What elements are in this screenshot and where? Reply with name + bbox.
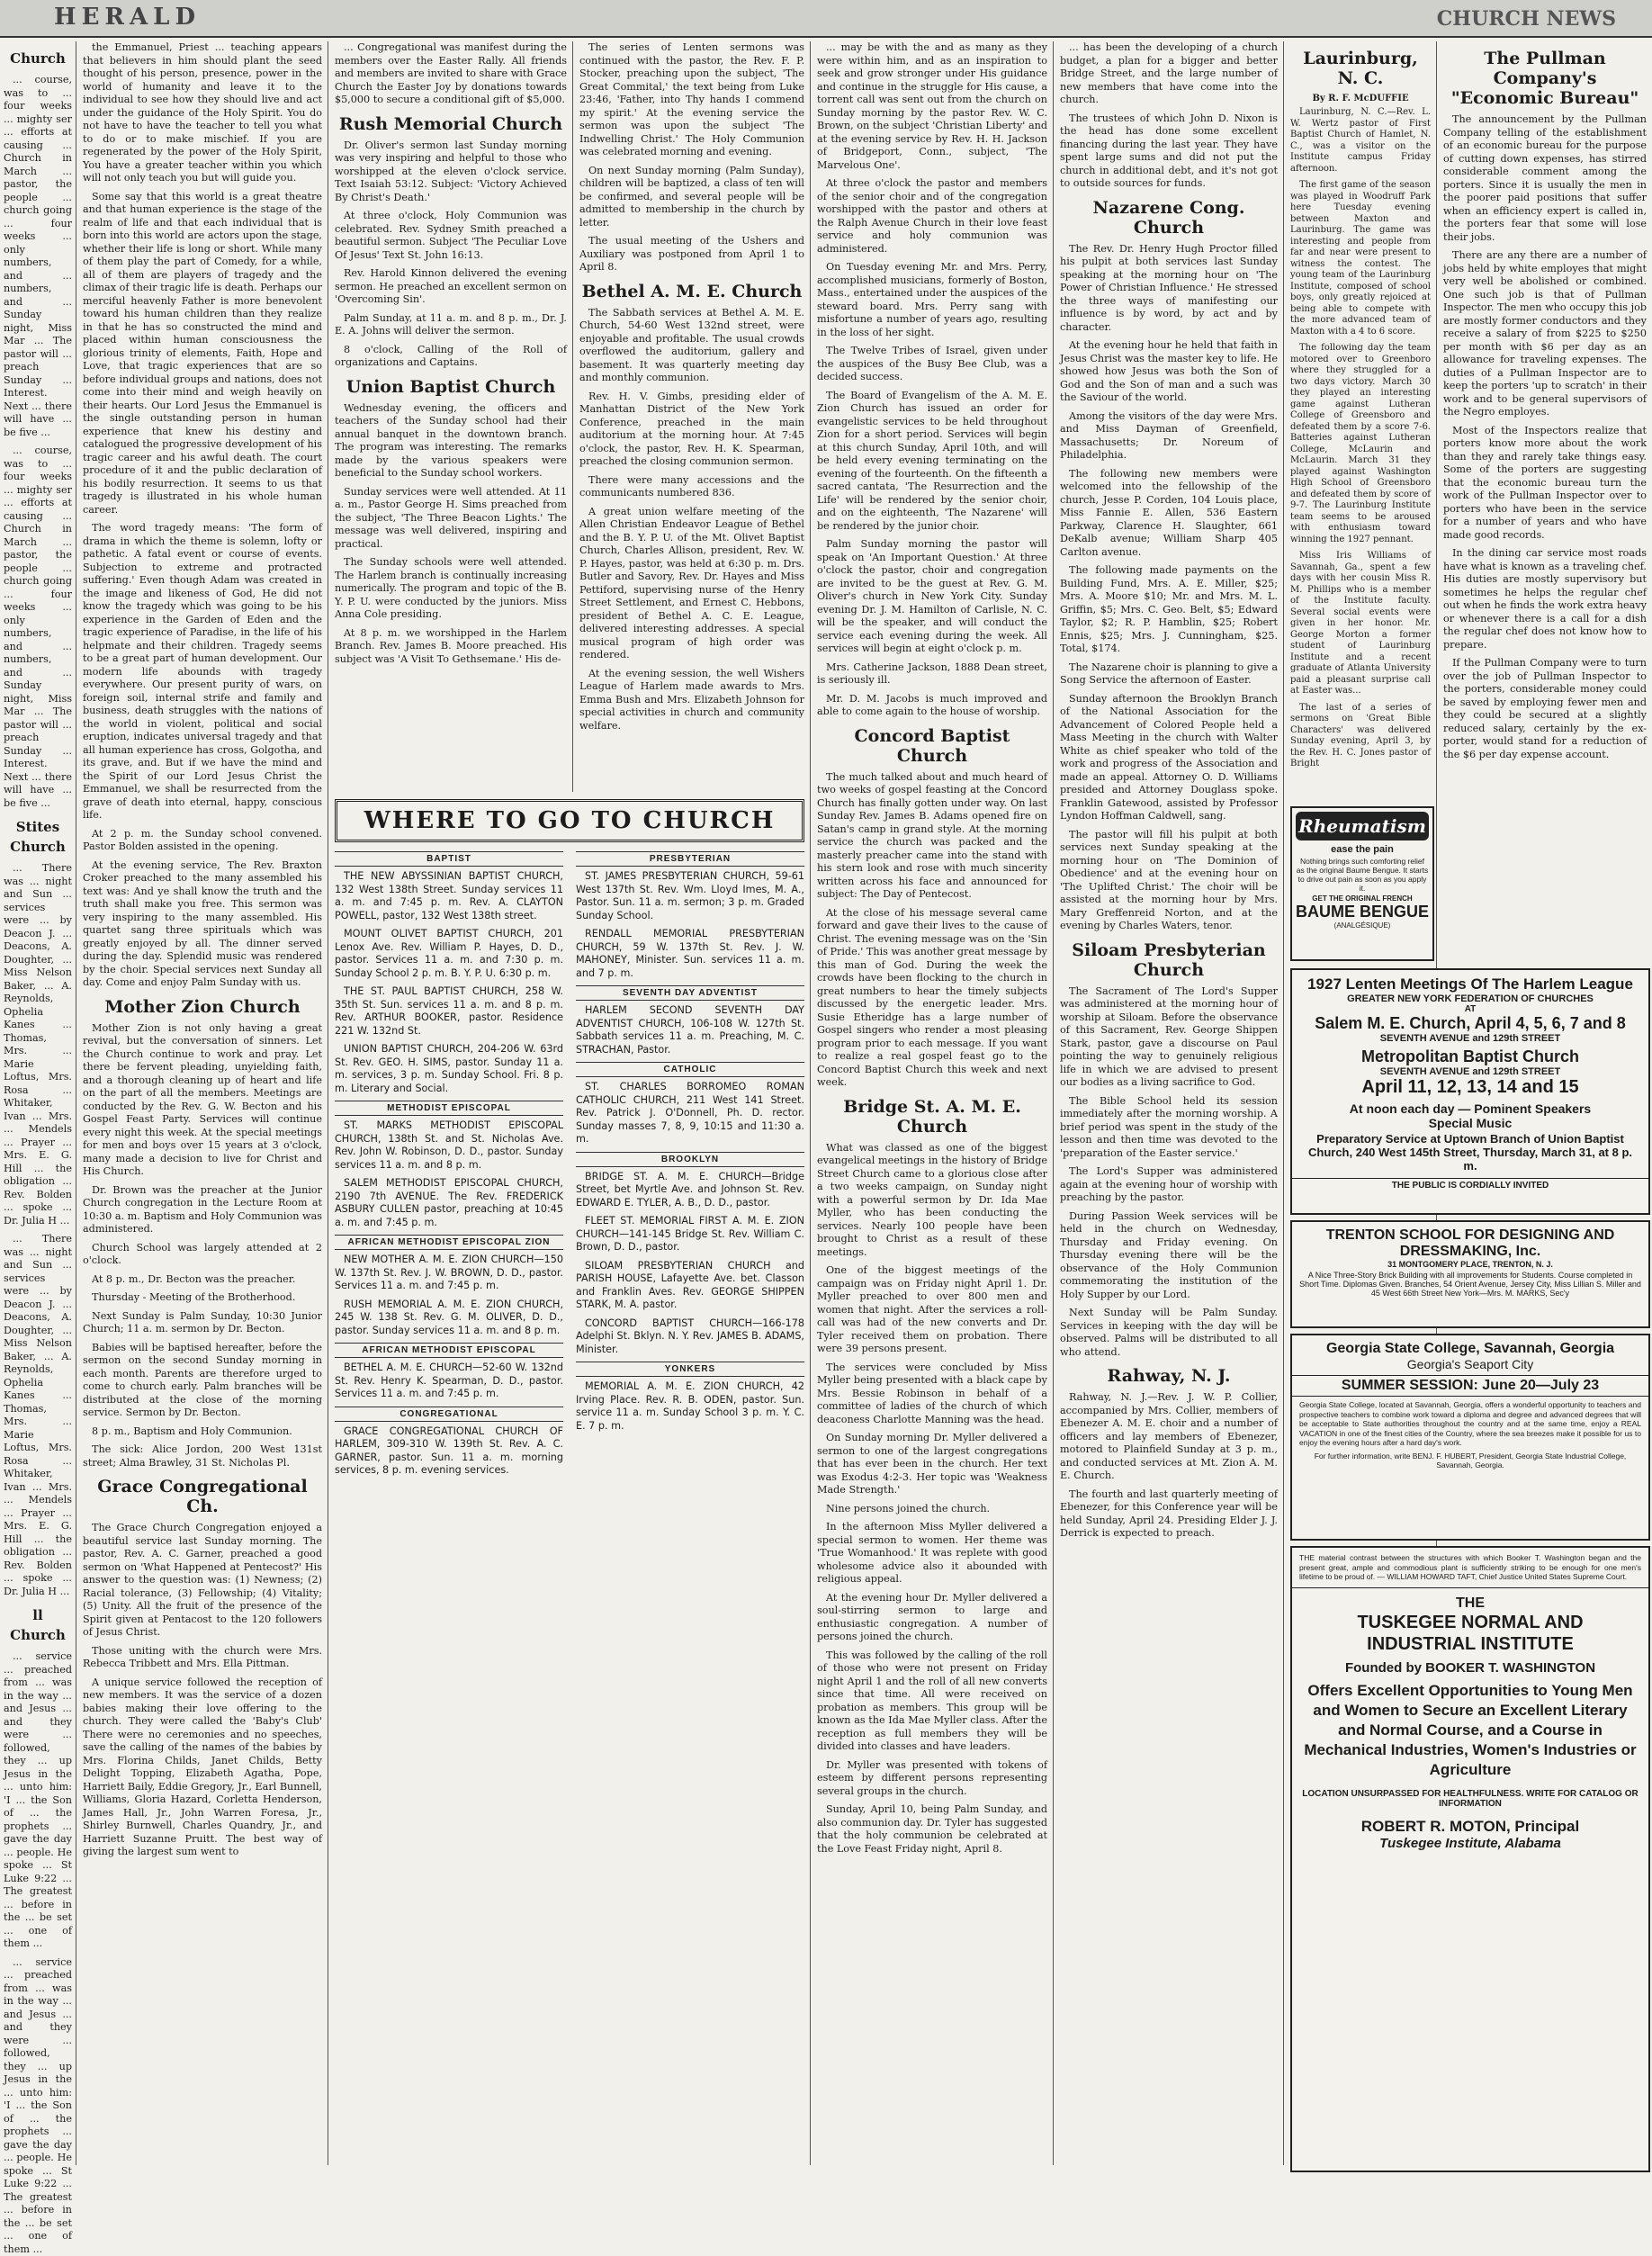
ad-church-2-address: SEVENTH AVENUE and 129th STREET	[1292, 1066, 1648, 1077]
column-7	[1290, 41, 1431, 833]
directory-entry: BETHEL A. M. E. CHURCH—52-60 W. 132nd St. Rev. Henry K. Spearman, D. D., pastor. Services 11 a. m. and 7:45 p. m.	[335, 1362, 563, 1401]
directory-entry: ST. JAMES PRESBYTERIAN CHURCH, 59-61 West 137th St. Rev. Wm. Lloyd Imes, M. A., Pastor. Sun. 11 a. m. sermon; 3 p. m. Graded Sunday School.	[576, 870, 804, 922]
column-rule	[810, 41, 811, 2165]
article-paragraph: The Sacrament of The Lord's Supper was administered at the morning hour of worship at Siloam. Before the observance of this Sacrament, Rev. George Shippen Stark, pastor, gave a discourse on Paul pointing the way to genuinely religious life in which we are advised to present our bodies as a living sacrifice to God.	[1060, 985, 1278, 1090]
article-paragraph: ... service ... preached from ... was in the way ... and Jesus ... and they were ... followed, they ... up Jesus in the ... unto him: 'I ... the Son of ... the prophets ... gave the day ... people. He spoke ... St Luke 9:22 ... The greatest ... before in the ... be set ... one of them ...	[4, 1956, 72, 2256]
article-heading: Union Baptist Church	[335, 377, 567, 397]
article-paragraph: The Grace Church Congregation enjoyed a beautiful service last Sunday morning. The pastor, Rev. A. C. Garner, preached a good sermon on 'What Happened at Pentecost?' His answer to the question was: (1) Newness; (2) Racial tolerance, (3) Fellowship; (4) Vitality; (5) Unity. All the fruit of the presence of the Spirit given at Pentacost to the 120 followers of Jesus Christ.	[83, 1522, 322, 1640]
ad-church-2: Metropolitan Baptist Church	[1292, 1047, 1648, 1066]
masthead-left: HERALD	[54, 4, 201, 31]
column-8	[1443, 41, 1647, 995]
article-paragraph: Nine persons joined the church.	[817, 1503, 1047, 1516]
byline: By R. F. McDUFFIE	[1290, 94, 1431, 103]
ad-preparatory: Preparatory Service at Uptown Branch of Union Baptist Church, 240 West 145th Street, Thursday, March 31, at 8 p. m.	[1292, 1130, 1648, 1174]
article-paragraph: At the evening hour he held that faith in Jesus Christ was the master key to life. He showed how Jesus was both the Son of God and the Son of man and a such was the Saviour of the world.	[1060, 339, 1278, 405]
directory-entry: MOUNT OLIVET BAPTIST CHURCH, 201 Lenox Ave. Rev. William P. Hayes, D. D., pastor. Services 11 a. m. and 7:30 p. m. Sunday School 2 p. m. B. Y. P. U. 6:30 p. m.	[335, 928, 563, 980]
directory-section: CONGREGATIONAL	[335, 1407, 563, 1422]
ad-music: Special Music	[1292, 1116, 1648, 1130]
article-paragraph: The Sunday schools were well attended. The Harlem branch is continually increasing numerically. The program and topic of the B. Y. P. U. were conducted by the juniors. Miss Anna Cole presiding.	[335, 556, 567, 622]
directory-left-column	[335, 846, 563, 1483]
article-paragraph: 8 p. m., Baptism and Holy Communion.	[83, 1425, 322, 1439]
directory-section: AFRICAN METHODIST EPISCOPAL	[335, 1343, 563, 1358]
directory-section: BAPTIST	[335, 851, 563, 867]
article-heading: Mother Zion Church	[83, 997, 322, 1017]
article-paragraph: Mother Zion is not only having a great revival, but the conversation of sinners. Let the Church continue to work and pray. Let there be fervent pleading, unyielding faith, and a thorough cleaning up of heart and life on the part of all the members. Meetings are conducted by the Rev. G. W. Becton and his Gospel Feast Party. Services will continue every night this week. At the special meetings for men and boys over 15 years at 3 o'clock, many made a decision to live for Christ and His Church.	[83, 1022, 322, 1179]
directory-section: BROOKLYN	[576, 1152, 804, 1167]
article-paragraph: ... There was ... night and Sun ... services were ... by Deacon J. ... Deacons, A. Doughter, ... Miss Nelson Baker, ... A. Reynolds, Ophelia Kanes ... Thomas, Mrs. ... Marie Loftus, Mrs. Rosa ... Whitaker, Ivan ... Mrs. ... Mendels ... Prayer ... Mrs. E. G. Hill ... the obligation ... Rev. Bolden ... spoke ... Dr. Julia H ...	[4, 862, 72, 1227]
lenten-meetings-ad	[1290, 968, 1650, 1215]
article-paragraph: Sunday afternoon the Brooklyn Branch of the National Association for the Advancement of Colored People held a Mass Meeting in the church with Walter White as chief speaker who told of the work and progress of the Association and made an appeal. Attorney O. D. Williams presided and Attorney Douglass spoke. Franklin Gatewood, assisted by Professor Lyndon Hoffman Caldwell, sang.	[1060, 693, 1278, 823]
directory-entry: FLEET ST. MEMORIAL FIRST A. M. E. ZION CHURCH—141-145 Bridge St. Rev. William C. Brown, D. D., pastor.	[576, 1215, 804, 1254]
article-paragraph: 8 o'clock, Calling of the Roll of organizations and Captains.	[335, 344, 567, 370]
article-paragraph: The sick: Alice Jordon, 200 West 131st street; Alma Brawley, 31 St. Nicholas Pl.	[83, 1443, 322, 1470]
article-paragraph: At the evening session, the well Wishers League of Harlem made awards to Mrs. Emma Bush and Mrs. Elizabeth Johnson for special activities in church and community welfare.	[579, 668, 804, 733]
article-paragraph: The announcement by the Pullman Company telling of the establishment of an economic bureau for the purpose of cutting down expenses, has stirred considerable comment among the porters. Since it is usually the men in the poorer paid positions that suffer when an efficiency expert is called in, the porters fear that some will lose their jobs.	[1443, 113, 1647, 244]
ad-tagline: ease the pain	[1292, 844, 1432, 855]
article-paragraph: The Sabbath services at Bethel A. M. E. Church, 54-60 West 132nd street, were enjoyable and profitable. The usual crowds overflowed the auditorium, gallery and basement. It was quarterly meeting day and monthly communion.	[579, 307, 804, 385]
article-paragraph: ... course, was to ... four weeks ... mighty ser ... efforts at causing ... Church in March ... pastor, the people ... church going ... four weeks ... only numbers, and ... numbers, and ... Sunday night, Miss Mar ... The pastor will ... preach Sunday ... Interest. Next ... there will have ... be five ...	[4, 445, 72, 810]
article-paragraph: During Passion Week services will be held in the church on Wednesday, Thursday and Friday evening. On Thursday evening there will be the observance of the Holy Communion commemorating the institution of the Holy Supper by our Lord.	[1060, 1210, 1278, 1302]
article-paragraph: In the afternoon Miss Myller delivered a special sermon to women. Her theme was 'True Womanhood.' It was replete with good wholesome advice also it abounded with religious appeal.	[817, 1521, 1047, 1586]
article-paragraph: At three o'clock the pastor and members of the senior choir and of the congregation worshipped with the pastor and others at the Ralph Avenue Church in their love feast service and holy communion was administered.	[817, 177, 1047, 256]
article-paragraph: Those uniting with the church were Mrs. Rebecca Tribbett and Mrs. Ella Pittman.	[83, 1645, 322, 1671]
directory-section: SEVENTH DAY ADVENTIST	[576, 985, 804, 1001]
article-paragraph: Church School was largely attended at 2 o'clock.	[83, 1242, 322, 1268]
ad-offer: Offers Excellent Opportunities to Young Men and Women to Secure an Excellent Literary and Normal Course, and a Course in Mechanical Industries, Women's Industries or Agriculture	[1292, 1676, 1648, 1785]
article-paragraph: The Lord's Supper was administered again at the evening hour of worship with preaching by the pastor.	[1060, 1165, 1278, 1205]
column-1	[4, 41, 72, 2165]
directory-entry: CONCORD BAPTIST CHURCH—166-178 Adelphi St. Bklyn. N. Y. Rev. JAMES B. ADAMS, Minister.	[576, 1317, 804, 1357]
article-heading: Laurinburg, N. C.	[1290, 49, 1431, 88]
masthead-right: CHURCH NEWS	[1437, 7, 1616, 31]
article-paragraph: Sunday services were well attended. At 11 a. m., Pastor George H. Sims preached from the subject, 'The Three Beacon Lights.' The message was well delivered, inspiring and practical.	[335, 486, 567, 552]
masthead	[0, 0, 1652, 38]
ad-public: THE PUBLIC IS CORDIALLY INVITED	[1292, 1178, 1648, 1191]
article-paragraph: Some say that this world is a great theatre and that human experience is the stage of the realm of life and that each individual that is born into this world are actors upon the stage, whether their life is long or short. While many of them play the part of Comedy, for a while, all of them are players of tragedy and the climax of their tragic life is death. Perhaps our merciful heavenly Father is more benevolent toward his human children than they realize in that he has so constructed the mind and placed within human consciousness the glorious trinity of elements, Faith, Hope and Love, that tragic experiences that are so before individual groups and nations, does not come into their mind and weigh heavily on their hearts. Our Lord Jesus the Emmanuel is the single outstanding person in human experience that knew his destiny and catalogued the progressive development of his tragic career and his awful death. The court procedure of it and the public declaration of his bodily resurrection. It seems to us that tragedy is illustrated in his whole human career.	[83, 191, 322, 517]
article-paragraph: At the evening hour Dr. Myller delivered a soul-stirring sermon to large and enthusiastic congregation. A number of persons joined the church.	[817, 1592, 1047, 1644]
ad-address: 31 MONTGOMERY PLACE, TRENTON, N. J.	[1292, 1260, 1648, 1269]
directory-section: PRESBYTERIAN	[576, 851, 804, 867]
directory-entry: SALEM METHODIST EPISCOPAL CHURCH, 2190 7th AVENUE. The Rev. FREDERICK ASBURY CULLEN pastor, preaching at 10:45 a. m. and 7:45 p. m.	[335, 1177, 563, 1229]
article-paragraph: Dr. Brown was the preacher at the Junior Church congregation in the Lecture Room at 10:30 a. m. Baptism and Holy Communion was administered.	[83, 1184, 322, 1236]
article-paragraph: This was followed by the calling of the roll of those who were not present on Friday night April 1 and the roll of all new converts since that time. All were received on probation as members. This group will be known as the Ida Mae Myller class. After the reception as full members they will be divided into classes and have leaders.	[817, 1649, 1047, 1754]
article-heading: Rahway, N. J.	[1060, 1366, 1278, 1386]
ad-body: Georgia State College, located at Savannah, Georgia, offers a wonderful opportunity to teachers and prospective teachers to combine work toward a diploma and degree and advanced degrees that will be acceptable to State authorities throughout the country and at the same time, enjoy a REAL VACATION in one of the finest cities of the Country, where the sea breezes make it possible for us to enjoy the evening hours after a hard day's work.	[1292, 1400, 1648, 1448]
article-paragraph: On Tuesday evening Mr. and Mrs. Perry, accomplished musicians, formerly of Boston, Mass., entertained under the auspices of the steward board. Mrs. Perry sang with misfortune a number of years ago, resulting in the loss of her sight.	[817, 261, 1047, 339]
article-paragraph: Babies will be baptised hereafter, before the sermon on the second Sunday morning in each month. Parents are therefore urged to come to church early. Palm branches will be distributed at the close of the morning service. Sermon by Dr. Becton.	[83, 1342, 322, 1420]
article-paragraph: The series of Lenten sermons was continued with the pastor, the Rev. F. P. Stocker, preaching upon the subject, 'The Great Commital,' the text being from Luke 23:46, 'Father, into Thy hands I commend my spirit.' At the evening service the sermon was upon the subject 'The Indwelling Christ.' The Holy Communion was celebrated morning and evening.	[579, 41, 804, 159]
ad-sign: For further information, write BENJ. F. HUBERT, President, Georgia State Industrial College, Savannah, Georgia.	[1292, 1448, 1648, 1474]
ad-founder: Founded by BOOKER T. WASHINGTON	[1292, 1660, 1648, 1676]
article-paragraph: Sunday, April 10, being Palm Sunday, and also communion day. Dr. Tyler has suggested that the holy communion be celebrated at the Love Feast Friday night, April 8.	[817, 1803, 1047, 1856]
article-heading: ll Church	[4, 1605, 72, 1645]
ad-brand: BAUME BENGUE	[1292, 903, 1432, 921]
ad-title: Georgia State College, Savannah, Georgia	[1292, 1341, 1648, 1357]
column-4	[579, 41, 804, 779]
article-paragraph: The Nazarene choir is planning to give a Song Service the afternoon of Easter.	[1060, 661, 1278, 688]
ad-title: TUSKEGEE NORMAL AND INDUSTRIAL INSTITUTE	[1292, 1612, 1648, 1655]
article-paragraph: On Sunday morning Dr. Myller delivered a sermon to one of the largest congregations that has ever been in the church. Her text was Exodus 4:2-3. Her topic was 'Weakness Made Strength.'	[817, 1432, 1047, 1497]
article-paragraph: Rev. Harold Kinnon delivered the evening sermon. He preached an excellent sermon on 'Overcoming Sin'.	[335, 267, 567, 307]
article-paragraph: Next Sunday is Palm Sunday, 10:30 Junior Church; 11 a. m. sermon by Dr. Becton.	[83, 1310, 322, 1336]
column-2	[83, 41, 322, 2165]
column-rule	[1053, 41, 1054, 2165]
article-paragraph: On next Sunday morning (Palm Sunday), children will be baptized, a class of ten will be confirmed, and several people will be admitted to membership in the church by letter.	[579, 165, 804, 230]
article-paragraph: The Board of Evangelism of the A. M. E. Zion Church has issued an order for evangelistic services to be held throughout Zion for a short period. Services will begin at this church Sunday, April 10th, and will be held every evening terminating on the evening of the fourteenth. On the fifteenth a sacred cantata, 'The Resurrection and the Life' will be rendered by the senior choir, and on the eighteenth, 'The Nazarene' will be rendered by the junior choir.	[817, 390, 1047, 534]
article-paragraph: One of the biggest meetings of the campaign was on Friday night April 1. Dr. Myller preached to over 800 men and women that night. After the services a roll-call was had of the new converts and Dr. Tyler received them on probation. There were 39 persons present.	[817, 1264, 1047, 1356]
article-paragraph: The fourth and last quarterly meeting of Ebenezer, for this Conference year will be held Sunday, April 24. Presiding Elder J. J. Derrick is expected to preach.	[1060, 1488, 1278, 1541]
directory-entry: ST. MARKS METHODIST EPISCOPAL CHURCH, 138th St. and St. Nicholas Ave. Rev. John W. Robinson, D. D., pastor. Sunday services 11 a. m. and 8 p. m.	[335, 1119, 563, 1172]
article-paragraph: At 8 p. m., Dr. Becton was the preacher.	[83, 1273, 322, 1287]
ad-at: AT	[1292, 1004, 1648, 1014]
tuskegee-ad	[1290, 1546, 1650, 2172]
directory-entry: NEW MOTHER A. M. E. ZION CHURCH—150 W. 137th St. Rev. J. W. BROWN, D. D., pastor. Services 11 a. m. and 7:45 p. m.	[335, 1254, 563, 1293]
article-paragraph: Miss Iris Williams of Savannah, Ga., spent a few days with her cousin Miss R. M. Phillips who is a member of the Institute faculty. Several social events were given in her honor. Mr. George Morton a former student of Laurinburg Institute and a recent graduate of Atlanta University paid a pleasant surprise call at Easter was...	[1290, 551, 1431, 697]
article-paragraph: ... course, was to ... four weeks ... mighty ser ... efforts at causing ... Church in March ... pastor, the people ... church going ... four weeks ... only numbers, and ... numbers, and ... Sunday night, Miss Mar ... The pastor will ... preach Sunday ... Interest. Next ... there will have ... be five ...	[4, 74, 72, 439]
article-paragraph: Rahway, N. J.—Rev. J. W. P. Collier, accompanied by Mrs. Collier, members of Ebenezer A. M. E. choir and a number of officers and lay members of Ebenezer, motored to Plainfield Sunday at 3 p. m., and conducted services at Mt. Zion A. M. E. Church.	[1060, 1391, 1278, 1483]
article-heading: Concord Baptist Church	[817, 726, 1047, 766]
georgia-state-ad	[1290, 1334, 1650, 1541]
directory-entry: MEMORIAL A. M. E. ZION CHURCH, 42 Irving Place. Rev. R. B. ODEN, pastor. Sun. service 11 a. m. Sunday School 3 p. m. Y. C. E. 7 p. m.	[576, 1380, 804, 1433]
article-paragraph: Dr. Oliver's sermon last Sunday morning was very inspiring and helpful to those who worshipped at the eleven o'clock service. Text Isaiah 53:12. Subject: 'Victory Achieved By Christ's Death.'	[335, 139, 567, 205]
article-heading: Nazarene Cong. Church	[1060, 198, 1278, 238]
article-paragraph: In the dining car service most roads have what is known as a traveling chef. His duties are mostly supervisory but sometimes he helps the regular chef out when he finds the work extra heavy or whenever there is a call for a dish the regular chef does not know how to prepare.	[1443, 547, 1647, 652]
article-heading: Stites Church	[4, 817, 72, 857]
church-directory	[335, 792, 804, 2165]
article-paragraph: At three o'clock, Holy Communion was celebrated. Rev. Sydney Smith preached a beautiful sermon. Subject 'The Peculiar Love Of Jesus' Text St. John 16:13.	[335, 210, 567, 262]
ad-brand-sub: (ANALGÉSIQUE)	[1292, 921, 1432, 930]
ad-noon: At noon each day — Pominent Speakers	[1292, 1101, 1648, 1116]
article-paragraph: At the evening service, The Rev. Braxton Croker preached to the many assembled his text was: And ye shall know the truth and the truth shall make you free. This sermon was very inspiring to the many assembled. His quartet sang three spirituals which was greatly enjoyed by all. The dinner served during the day. Splendid music was rendered by the choir. Special services next Sunday all day. Come and enjoy Palm Sunday with us.	[83, 859, 322, 990]
article-paragraph: Among the visitors of the day were Mrs. and Miss Dayman of Greenfield, Massachusetts; Dr. Noreum of Philadelphia.	[1060, 410, 1278, 463]
article-paragraph: The Bible School held its session immediately after the morning worship. A brief period was spent in the study of the lesson and then time was devoted to the 'preparation of the Easter service.'	[1060, 1095, 1278, 1161]
directory-entry: BRIDGE ST. A. M. E. CHURCH—Bridge Street, bet Myrtle Ave. and Johnson St. Rev. EDWARD E. TYLER, A. B., D. D., pastor.	[576, 1171, 804, 1210]
ad-subtitle: Georgia's Seaport City	[1292, 1357, 1648, 1371]
ad-quote: THE material contrast between the structures with which Booker T. Washington began and the present great, ample and commodious plant is sufficiently striking to be enough for one men's lifetime to be proud of. — WILLIAM HOWARD TAFT, Chief Justice United States Supreme Court.	[1292, 1548, 1648, 1588]
article-paragraph: The Twelve Tribes of Israel, given under the auspices of the Busy Bee Club, was a decided success.	[817, 345, 1047, 384]
article-heading: Church	[4, 49, 72, 68]
ad-church-1: Salem M. E. Church, April 4, 5, 6, 7 and 8	[1292, 1014, 1648, 1033]
article-paragraph: Laurinburg, N. C.—Rev. L. W. Wertz pastor of First Baptist Church of Hamlet, N. C., was a visitor on the Institute campus Friday afternoon.	[1290, 107, 1431, 175]
article-paragraph: The usual meeting of the Ushers and Auxiliary was postponed from April 1 to April 8.	[579, 235, 804, 274]
ad-subtitle: GREATER NEW YORK FEDERATION OF CHURCHES	[1292, 993, 1648, 1004]
article-paragraph: At the close of his message several came forward and gave their lives to the cause of Christ. The evening message was on the 'Sin of Pride.' This was another great message by this man of God. During the week the crowds have been flocking to the church in great numbers to hear the timely subjects discussed by the energetic leader. Mrs. Susie Etheridge has a large number of Gospel singers who render a most pleasing program prior to each message. If you want to realize a real gospel feast go to the Concord Baptist Church this week and next week.	[817, 907, 1047, 1090]
article-paragraph: The last of a series of sermons on 'Great Bible Characters' was delivered Sunday evening, April 3, by the Rev. H. C. Jones pastor of Bright	[1290, 703, 1431, 770]
article-paragraph: At 8 p. m. we worshipped in the Harlem Branch. Rev. James B. Moore preached. His subject was 'A Visit To Gethsemane.' His de-	[335, 627, 567, 667]
article-paragraph: the Emmanuel, Priest ... teaching appears that believers in him should plant the seed thought of his person, presence, power in the world of humanity and leave it to the individual to see how they should live and act under the guidance of the Holy Spirit. You do not have to have the teacher to tell you what to do or to make mischief. If you are regenerated by the power of the Holy Spirit, You have a greater teacher within you which will not only teach you but will guide you.	[83, 41, 322, 185]
ad-title: 1927 Lenten Meetings Of The Harlem League	[1292, 975, 1648, 993]
article-paragraph: Thursday - Meeting of the Brotherhood.	[83, 1291, 322, 1305]
article-paragraph: The first game of the season was played in Woodruff Park here Tuesday evening between Maxton and Laurinburg. The game was interesting and people from far and near were present to witness the contest. The young team of the Laurinburg Institute, composed of school boys, only greatly rejoiced at being able to compete with the more advanced team of Maxton with a 4 to 6 score.	[1290, 180, 1431, 337]
article-heading: The Pullman Company's "Economic Bureau"	[1443, 49, 1647, 108]
article-paragraph: Mr. D. M. Jacobs is much improved and able to come again to the house of worship.	[817, 693, 1047, 719]
column-6	[1060, 41, 1278, 2165]
article-paragraph: The Rev. Dr. Henry Hugh Proctor filled his pulpit at both services last Sunday speaking at the morning hour on 'The Power of Christian Influence.' He stressed the three ways of manifesting our influence is by word, by act and by character.	[1060, 243, 1278, 335]
ad-body: Nothing brings such comforting relief as the original Baume Bengue. It starts to drive out pain as soon as you apply it.	[1292, 855, 1432, 894]
article-paragraph: If the Pullman Company were to turn over the job of Pullman Inspector to the porters, considerable money could be saved by employing fewer men and they could be secured at a slightly reduced salary, certainly by the ex-porter, would stand for a reduction of the $6 per day expense account.	[1443, 657, 1647, 761]
article-paragraph: Wednesday evening, the officers and teachers of the Sunday school had their annual banquet in the downtown branch. The program was interesting. The remarks made by the various speakers were beneficial to the Sunday school workers.	[335, 402, 567, 481]
article-heading: Rush Memorial Church	[335, 114, 567, 134]
article-paragraph: Rev. H. V. Gimbs, presiding elder of Manhattan District of the New York Conference, preached in the main auditorium at the morning hour. At 7:45 o'clock, the pastor, Rev. H. K. Spearman, preached the closing communion sermon.	[579, 391, 804, 469]
directory-entry: RUSH MEMORIAL A. M. E. ZION CHURCH, 245 W. 138 St. Rev. G. M. OLIVER, D. D., pastor. Sunday services 11 a. m. and 8 p. m.	[335, 1299, 563, 1338]
article-paragraph: The pastor will fill his pulpit at both services next Sunday speaking at the morning hour on 'The Dominion of Obedience' and at the evening hour on 'The Uplifted Christ.' The choir will be assisted at the morning hour by Mrs. Mary Greffenreid Norton, and at the evening by Charles Waters, tenor.	[1060, 829, 1278, 933]
trenton-school-ad	[1290, 1220, 1650, 1328]
column-5	[817, 41, 1047, 2165]
article-paragraph: Next Sunday will be Palm Sunday. Services in keeping with the day will be observed. Palms will be distributed to all who attend.	[1060, 1307, 1278, 1359]
article-paragraph: Palm Sunday, at 11 a. m. and 8 p. m., Dr. J. E. A. Johns will deliver the sermon.	[335, 312, 567, 338]
directory-entry: HARLEM SECOND SEVENTH DAY ADVENTIST CHURCH, 106-108 W. 127th St. Sabbath services 11 a. m. Preaching, M. C. STRACHAN, Pastor.	[576, 1004, 804, 1056]
article-paragraph: The following new members were welcomed into the fellowship of the church, Jesse P. Corden, 104 Louis place, Miss Fannie E. Allen, 536 Eastern Parkway, Clarence H. Slaughter, 661 DeKalb avenue; William Sharp 405 Carlton avenue.	[1060, 468, 1278, 560]
directory-entry: RENDALL MEMORIAL PRESBYTERIAN CHURCH, 59 W. 137th St. Rev. J. W. MAHONEY, Minister. Sun. services 11 a. m. and 7 p. m.	[576, 928, 804, 980]
article-heading: Siloam Presbyterian Church	[1060, 940, 1278, 980]
article-heading: Bridge St. A. M. E. Church	[817, 1097, 1047, 1137]
article-paragraph: The following made payments on the Building Fund, Mrs. A. E. Miller, $25; Mrs. A. Moore $10; Mr. and Mrs. M. L. Griffin, $5; Mrs. C. Geo. Belt, $5; Edward Taylor, $2; R. P. Hamblin, $25; Robert Ennis, $25; Mrs. J. Cunningham, $25. Total, $174.	[1060, 564, 1278, 656]
article-paragraph: The much talked about and much heard of two weeks of gospel feasting at the Concord Church has finally gotten under way. On last Sunday Rev. James B. Adams opened fire on Satan's camp in grand style. At the morning service the church was packed and the masterly preacher came into the stand with his stern look and rose with much sincerity written across his face and announced for subject: The Day of Pentecost.	[817, 771, 1047, 902]
article-paragraph: ... may be with the and as many as they were within him, and as an inspiration to seek and grow stronger under His guidance and continue in the struggle for His cause, a torrent call was sent out from the church on Sunday morning by the pastor Rev. W. C. Brown, on the subject 'Christian Liberty' and at the evening service by Rev. H. H. Jackson of Bridgeport, Conn., subject, 'The Marvelous One'.	[817, 41, 1047, 172]
article-paragraph: There are any there are a number of jobs held by white employes that might very well be abolished or combined. One such job is that of Pullman Inspector. The men who occupy this job are mostly former conductors and they receive a salary of from $225 to $250 per month with $6 per day as an allowance for traveling expenses. The duties of a Pullman Inspector are to keep the porters 'up to scratch' in their work and to be general supervisors of the Negro employes.	[1443, 249, 1647, 419]
directory-section: YONKERS	[576, 1362, 804, 1377]
ad-title: TRENTON SCHOOL FOR DESIGNING AND DRESSMAKING, Inc.	[1292, 1227, 1648, 1260]
directory-entry: ST. CHARLES BORROMEO ROMAN CATHOLIC CHURCH, 211 West 141 Street. Rev. Patrick J. O'Donnell, Ph. D. rector. Sunday masses 7, 8, 9, 10:15 and 11:30 a. m.	[576, 1081, 804, 1146]
column-3	[335, 41, 567, 779]
article-paragraph: Palm Sunday morning the pastor will speak on 'An Important Question.' At three o'clock the pastor, choir and congregation are invited to be the guest at Rev. G. M. Oliver's church in New York City. Sunday evening Dr. J. M. Hamilton of Carlisle, N. C. will be the speaker, and will conduct the service each evening during the week. All services will begin at eight o'clock p. m.	[817, 538, 1047, 656]
article-paragraph: A great union welfare meeting of the Allen Christian Endeavor League of Bethel and the B. Y. P. U. of the Mt. Olivet Baptist Church, Charles Allison, president, Rev. W. P. Hayes, pastor, was held at 6:30 p. m. Drs. Butler and Savory, Rev. Dr. Hayes and Miss Pettiford, supervising nurse of the Henry Street Settlement, and Ernest C. Hebbons, president of Bethel A. C. E. League, delivered interesting addresses. A special musical program of high order was rendered.	[579, 506, 804, 662]
directory-entry: SILOAM PRESBYTERIAN CHURCH and PARISH HOUSE, Lafayette Ave. bet. Classon and Franklin Aves. Rev. GEORGE SHIPPEN STARK, M. A. pastor.	[576, 1260, 804, 1312]
ad-church-1-address: SEVENTH AVENUE and 129th STREET	[1292, 1033, 1648, 1044]
article-paragraph: What was classed as one of the biggest evangelical meetings in the history of Bridge Street Church came to a glorious close after a two weeks campaign, on Sunday night with a powerful sermon by Dr. Ida Mae Myller, who has been conducting the services. Nearly 100 people have been brought to Christ as a result of these meetings.	[817, 1142, 1047, 1260]
article-paragraph: Mrs. Catherine Jackson, 1888 Dean street, is seriously ill.	[817, 661, 1047, 688]
directory-entry: GRACE CONGREGATIONAL CHURCH OF HARLEM, 309-310 W. 139th St. Rev. A. C. GARNER, pastor. Sun. 11 a. m. morning services, 8 p. m. evening services.	[335, 1425, 563, 1478]
directory-entry: THE NEW ABYSSINIAN BAPTIST CHURCH, 132 West 138th Street. Sunday services 11 a. m. and 7:45 p. m. Rev. A. CLAYTON POWELL, pastor, 132 West 138th street.	[335, 870, 563, 922]
ad-location-city: Tuskegee Institute, Alabama	[1292, 1836, 1648, 1851]
article-heading: Grace Congregational Ch.	[83, 1477, 322, 1516]
ad-location: LOCATION UNSURPASSED FOR HEALTHFULNESS. WRITE FOR CATALOG OR INFORMATION	[1292, 1785, 1648, 1812]
article-heading: Bethel A. M. E. Church	[579, 282, 804, 301]
ad-title: Rheumatism	[1296, 812, 1429, 840]
article-paragraph: ... service ... preached from ... was in the way ... and Jesus ... and they were ... followed, they ... up Jesus in the ... unto him: 'I ... the Son of ... the prophets ... gave the day ... people. He spoke ... St Luke 9:22 ... The greatest ... before in the ... be set ... one of them ...	[4, 1650, 72, 1951]
article-paragraph: There were many accessions and the communicants numbered 836.	[579, 474, 804, 500]
article-paragraph: The trustees of which John D. Nixon is the head has done some excellent financing during the last year. They have spent large sums and did not put the church in additional debt, and it's not got to outside sources for funds.	[1060, 112, 1278, 191]
article-paragraph: The word tragedy means: 'The form of drama in which the theme is solemn, lofty or pathetic. A fatal event or course of events. Subjection to extreme and protracted suffering.' Even though Adam was created in the image and likeness of God, He did not know the tragedy which was going to be his experience in the Garden of Eden and the tragic experience of Paradise, in the life of his helpmate and their children. Tragedy seems to be a great part of human development. Our modern life abounds with tragedy everywhere. Our present purity of wars, on foreign soil, internal strife and family and business, death struggles with the nations of the world in violent, political and social eruption, indicates universal tragedy and that all human experience has cross, Golgotha, and its grave, and. But if we have the mind and the Spirit of our Lord Jesus Christ the Emmanuel, we shall be resurrected from the grave of death into eternal, happy, conscious life.	[83, 522, 322, 822]
directory-section: AFRICAN METHODIST EPISCOPAL ZION	[335, 1235, 563, 1250]
rheumatism-ad	[1290, 806, 1434, 961]
article-paragraph: Most of the Inspectors realize that porters know more about the work than they and rarely take things easy. Some of the porters are suggesting that the economic bureau turn the work of the Pullman Inspector over to porters who have been in the service for a number of years and who have made good records.	[1443, 425, 1647, 543]
article-paragraph: The services were concluded by Miss Myller being presented with a black cape by Mrs. Bessie Robinson in behalf of a committee of ladies of the church of which deaconess Charlotte Manning was the head.	[817, 1362, 1047, 1427]
ad-principal: ROBERT R. MOTON, Principal	[1292, 1818, 1648, 1836]
column-rule	[1283, 41, 1284, 2165]
article-paragraph: ... has been the developing of a church budget, a plan for a bigger and better Bridge Street, and the large number of new members that have come into the church.	[1060, 41, 1278, 107]
directory-entry: UNION BAPTIST CHURCH, 204-206 W. 63rd St. Rev. GEO. H. SIMS, pastor. Sunday 11 a. m. services, 3 p. m. Sunday School. Fri. 8 p. m. Literary and Social.	[335, 1043, 563, 1095]
ad-get: GET THE ORIGINAL FRENCH	[1292, 894, 1432, 903]
ad-church-2-dates: April 11, 12, 13, 14 and 15	[1292, 1077, 1648, 1098]
article-paragraph: Dr. Myller was presented with tokens of esteem by different persons representing several groups in the church.	[817, 1759, 1047, 1799]
article-paragraph: A unique service followed the reception of new members. It was the service of a dozen babies making their love offering to the church. They were called the 'Baby's Club' There were no ceremonies and no speeches, save the calling of the names of the babies by Mrs. Florina Childs, Janet Childs, Betty Delight Topping, Elizabeth Agatha, Pope, Harriett Baily, Eddie Gregory, Jr., Earl Bunnell, Williams, Gloria Hazard, Corletta Henderson, James Hall, Jr., John Warren Foresa, Jr., Shirley Burnwell, Charles Quandry, Jr., and Harriett Suzanne Pruitt. The best way of giving the largest sum went to	[83, 1676, 322, 1859]
ad-body: A Nice Three-Story Brick Building with all improvements for Students. Course completed in Short Time. Diplomas Given. Branches, 54 Orient Avenue, Jersey City, Miss Lillian S. Miller and 45 West 66th Street New York—Mrs. M. MARKS, Sec'y	[1292, 1269, 1648, 1299]
ad-summer: SUMMER SESSION: June 20—July 23	[1292, 1375, 1648, 1397]
directory-section: CATHOLIC	[576, 1062, 804, 1077]
article-paragraph: At 2 p. m. the Sunday school convened. Pastor Bolden assisted in the opening.	[83, 828, 322, 854]
article-paragraph: ... There was ... night and Sun ... services were ... by Deacon J. ... Deacons, A. Doughter, ... Miss Nelson Baker, ... A. Reynolds, Ophelia Kanes ... Thomas, Mrs. ... Marie Loftus, Mrs. Rosa ... Whitaker, Ivan ... Mrs. ... Mendels ... Prayer ... Mrs. E. G. Hill ... the obligation ... Rev. Bolden ... spoke ... Dr. Julia H ...	[4, 1233, 72, 1598]
directory-section: METHODIST EPISCOPAL	[335, 1101, 563, 1116]
directory-right-column	[576, 846, 804, 1438]
ad-the: THE	[1292, 1595, 1648, 1612]
article-paragraph: ... Congregational was manifest during the members over the Easter Rally. All friends and members are invited to share with Grace Church the Easter Joy by donations towards $5,000 to secure a conditional gift of $5,000.	[335, 41, 567, 107]
article-paragraph: The following day the team motored over to Greenboro where they struggled for a two days victory. March 30 they played an interesting game against Lutheran College of Greensboro and defeated them by a score 7-6. Batteries against Lutheran College, McLaurin and McLaurin. March 31 they played against Washington High School of Greensboro and defeated them by score of 9-7. The Laurinburg Institute team seems to be aroused with enthusiasm toward winning the 1927 pennant.	[1290, 343, 1431, 545]
directory-title: WHERE TO GO TO CHURCH	[335, 799, 804, 842]
directory-entry: THE ST. PAUL BAPTIST CHURCH, 258 W. 35th St. Sun. services 11 a. m. and 8 p. m. Rev. ARTHUR BOOKER, pastor. Residence 221 W. 132nd St.	[335, 985, 563, 1038]
